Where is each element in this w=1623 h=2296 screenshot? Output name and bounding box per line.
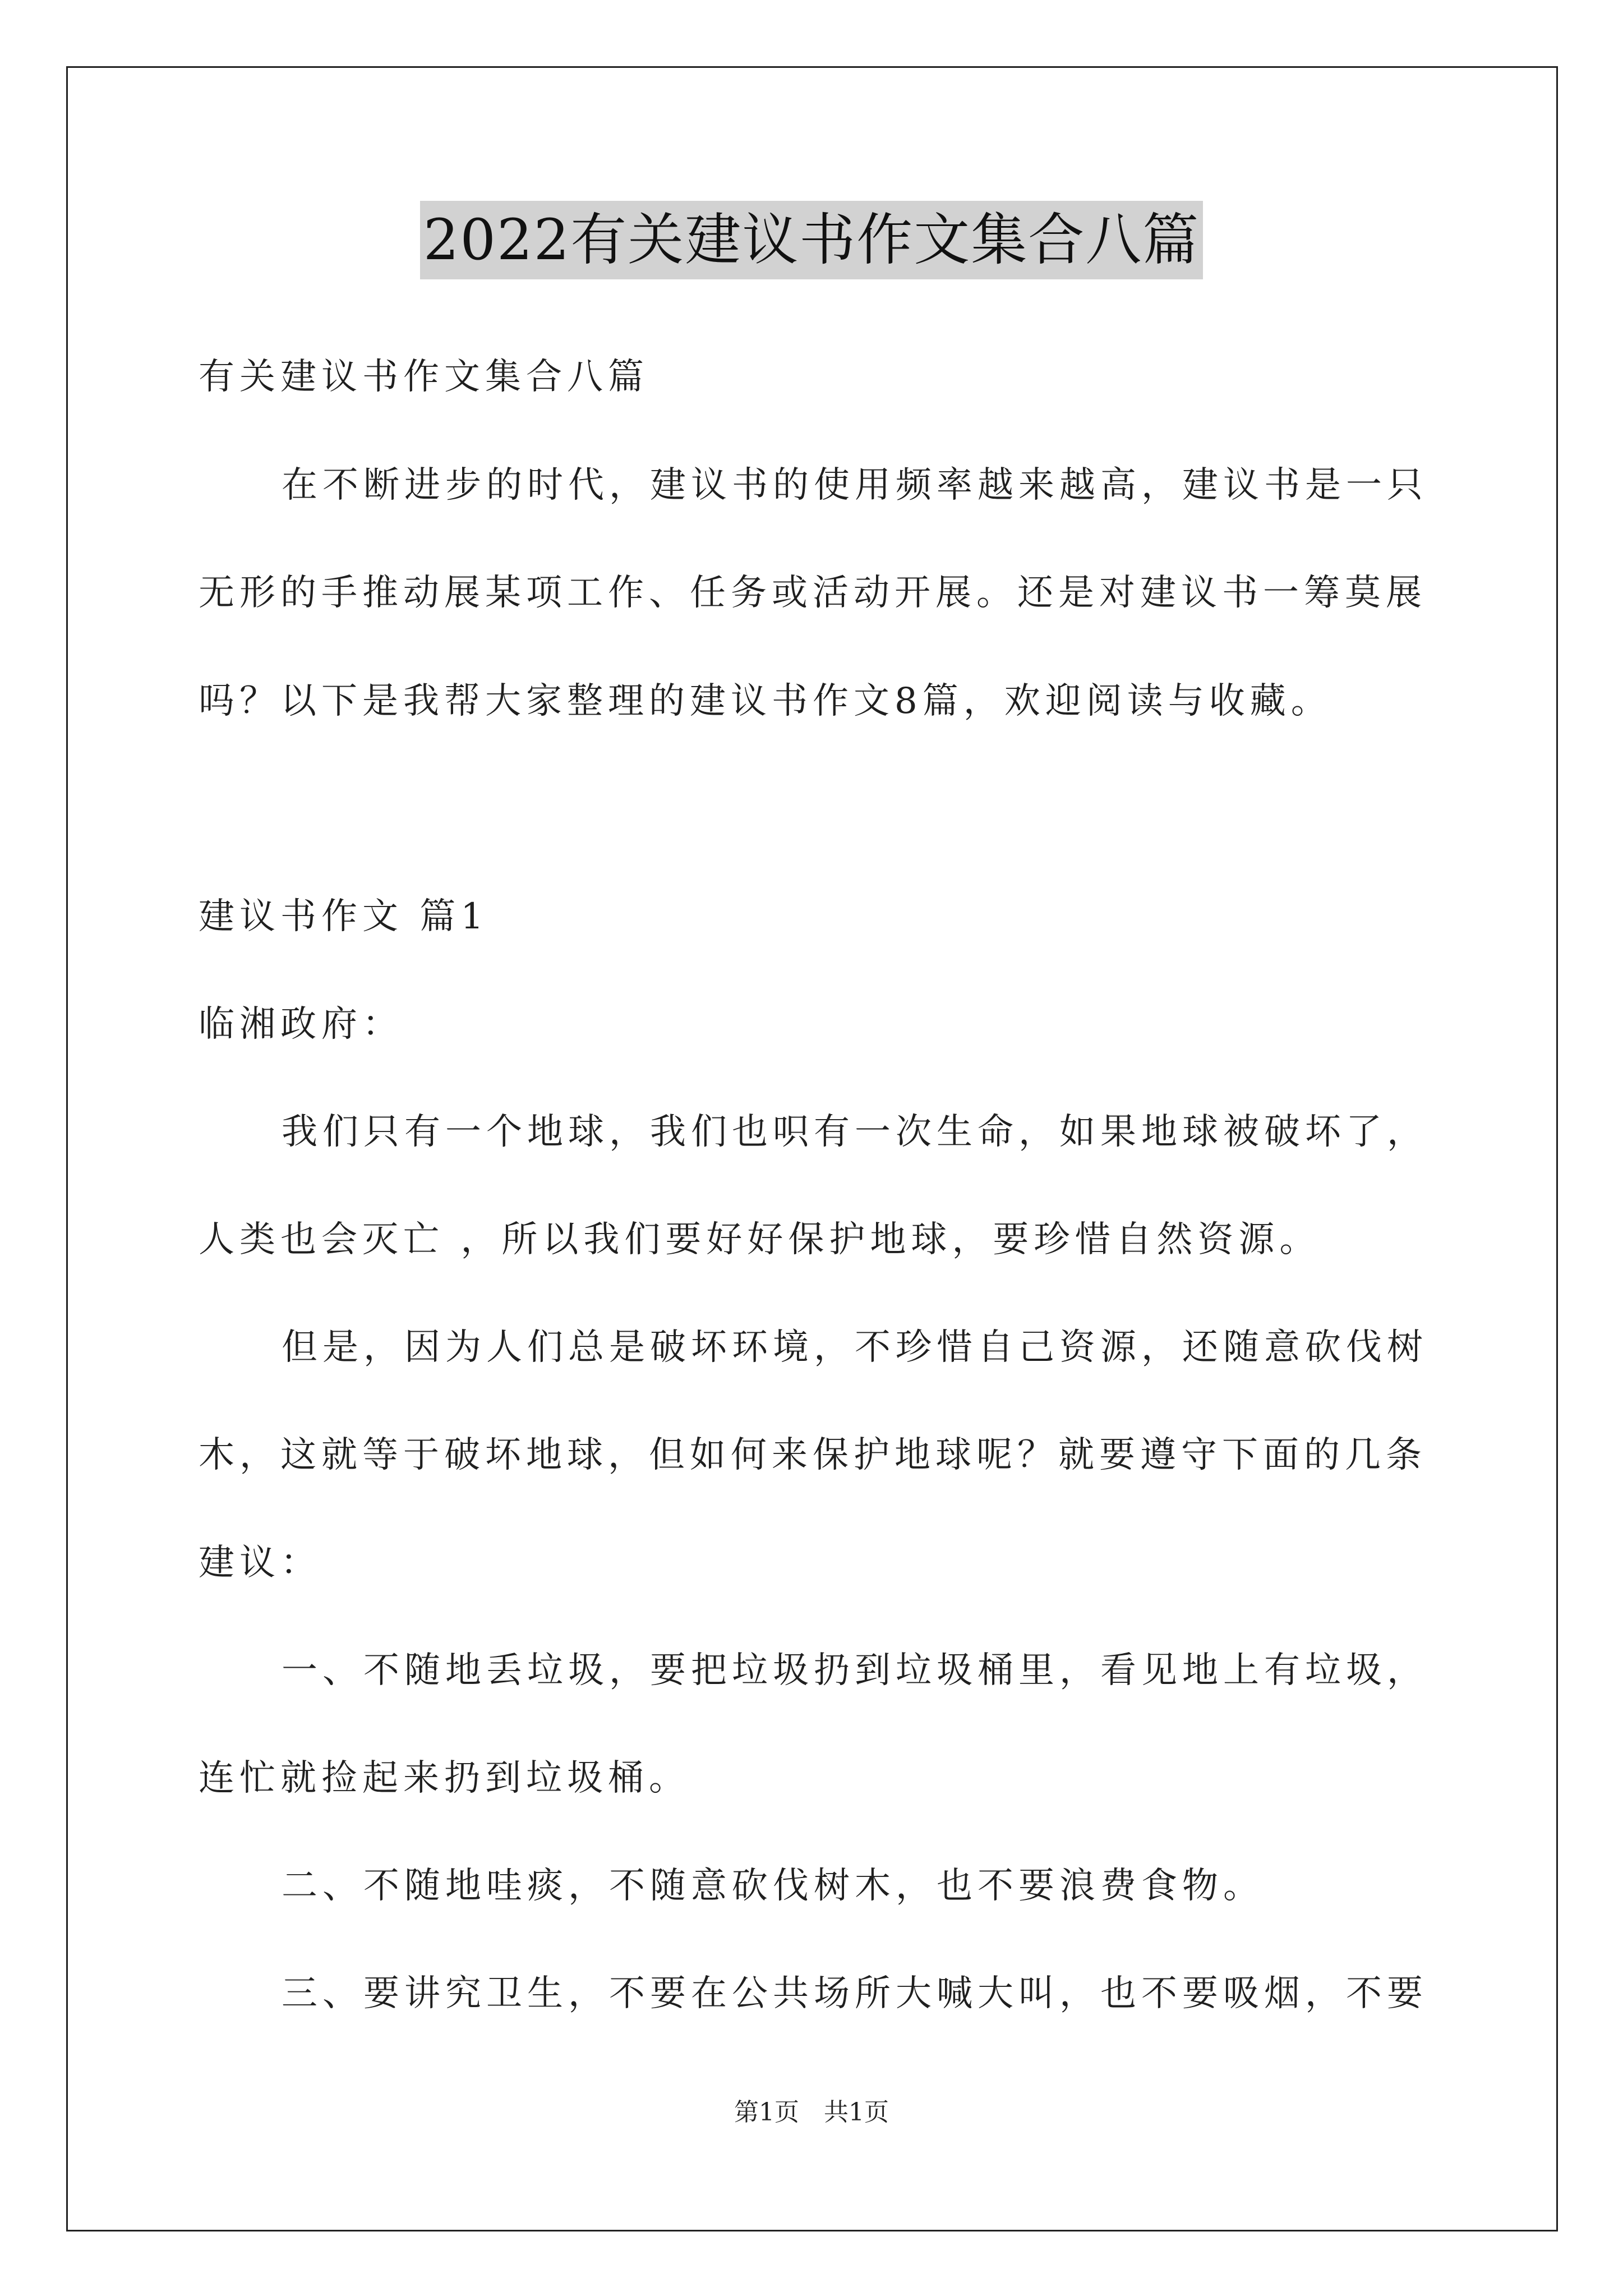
intro-line-3: 吗？以下是我帮大家整理的建议书作文8篇，欢迎阅读与收藏。 bbox=[199, 680, 1332, 722]
salutation: 临湘政府： bbox=[199, 1004, 403, 1045]
body-line-2: 人类也会灭亡 ，所以我们要好好保护地球，要珍惜自然资源。 bbox=[199, 1219, 1321, 1260]
body-line-5: 建议： bbox=[199, 1542, 321, 1584]
page-footer: 第1页 共1页 bbox=[734, 2098, 889, 2127]
body-line-4: 木，这就等于破坏地球，但如何来保护地球呢？就要遵守下面的几条 bbox=[199, 1434, 1427, 1476]
body-line-9: 三、要讲究卫生，不要在公共场所大喊大叫，也不要吸烟，不要 bbox=[282, 1973, 1428, 2014]
document-subtitle: 有关建议书作文集合八篇 bbox=[199, 356, 649, 398]
body-line-3: 但是，因为人们总是破坏环境，不珍惜自己资源，还随意砍伐树 bbox=[282, 1327, 1428, 1368]
body-line-1: 我们只有一个地球，我们也呮有一次生命，如果地球被破坏了， bbox=[282, 1111, 1428, 1153]
title-block bbox=[0, 201, 1623, 279]
body-line-7: 连忙就捡起来扔到垃圾桶。 bbox=[199, 1757, 690, 1799]
section-heading: 建议书作文 篇1 bbox=[199, 896, 489, 937]
body-line-8: 二、不随地哇痰，不随意砍伐树木，也不要浪费食物。 bbox=[282, 1865, 1264, 1907]
intro-line-2: 无形的手推动展某项工作、任务或活动开展。还是对建议书一筹莫展 bbox=[199, 572, 1427, 614]
document-title: 2022有关建议书作文集合八篇 bbox=[420, 201, 1204, 279]
intro-line-1: 在不断进步的时代，建议书的使用频率越来越高，建议书是一只 bbox=[282, 464, 1428, 506]
body-line-6: 一、不随地丢垃圾，要把垃圾扔到垃圾桶里，看见地上有垃圾， bbox=[282, 1650, 1428, 1691]
